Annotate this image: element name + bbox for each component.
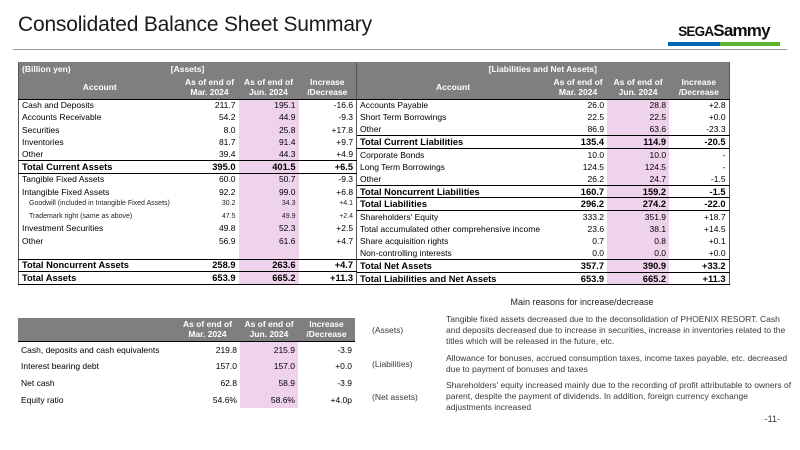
logo-blue-bar bbox=[668, 42, 720, 46]
reasons-title: Main reasons for increase/decrease bbox=[510, 297, 654, 307]
mar-value: 10.0 bbox=[587, 149, 605, 160]
mar-value: 0.0 bbox=[592, 248, 605, 259]
account-cell: Accounts Payable bbox=[360, 100, 429, 111]
change-value: +2.5 bbox=[336, 223, 354, 234]
change-value: -20.5 bbox=[669, 136, 729, 149]
mar-value: 135.4 bbox=[549, 136, 607, 149]
jun-value: 124.5 bbox=[607, 161, 669, 173]
total-row bbox=[19, 259, 357, 272]
column-mar-2024 bbox=[175, 318, 240, 341]
mar-value: 60.0 bbox=[218, 174, 236, 185]
change-value: -3.9 bbox=[337, 344, 352, 355]
table-row bbox=[19, 111, 357, 123]
mar-value: 26.0 bbox=[587, 100, 605, 111]
change-value: -23.3 bbox=[706, 124, 726, 135]
change-value: +14.5 bbox=[704, 224, 726, 234]
change-value: +2.8 bbox=[708, 100, 726, 111]
mar-value: 54.6% bbox=[212, 394, 237, 405]
mar-value: 160.7 bbox=[549, 185, 607, 198]
account-cell: Total Noncurrent Liabilities bbox=[357, 185, 549, 198]
jun-value: 195.1 bbox=[239, 99, 299, 111]
change-value: +11.3 bbox=[299, 272, 357, 285]
change-value: +0.0 bbox=[335, 361, 352, 372]
total-row bbox=[357, 198, 729, 211]
table-row bbox=[19, 124, 357, 136]
change-value: +0.0 bbox=[708, 112, 726, 123]
account-cell: Short Term Borrowings bbox=[360, 112, 447, 123]
change-value: +4.1 bbox=[339, 200, 354, 208]
jun-value: 159.2 bbox=[607, 185, 669, 198]
liabilities-column-header bbox=[357, 76, 729, 99]
page-number: -11- bbox=[764, 414, 780, 424]
metric-label: Interest bearing debt bbox=[21, 361, 99, 372]
jun-value: 38.1 bbox=[607, 223, 669, 235]
reason-label: (Assets) bbox=[372, 325, 404, 336]
column-mar-line1: As of end of bbox=[182, 319, 233, 330]
change-value: -9.3 bbox=[338, 174, 354, 185]
column-jun-2024 bbox=[607, 76, 669, 99]
account-cell: Tangible Fixed Assets bbox=[22, 174, 105, 185]
column-jun-line1: As of end of bbox=[244, 319, 294, 330]
reason-net-assets bbox=[372, 380, 792, 413]
column-mar-2024 bbox=[549, 76, 607, 99]
sub-row bbox=[19, 210, 357, 222]
segasammy-logo-text bbox=[668, 21, 780, 41]
column-change bbox=[669, 76, 729, 99]
change-value: +6.8 bbox=[336, 186, 354, 197]
table-row bbox=[19, 222, 357, 234]
account-cell: Total Net Assets bbox=[357, 260, 549, 273]
column-mar-line2: Mar. 2024 bbox=[558, 87, 598, 98]
column-jun-line1: As of end of bbox=[613, 77, 663, 88]
table-row bbox=[357, 247, 729, 259]
reasons-section bbox=[372, 297, 792, 419]
change-value: +4.7 bbox=[299, 259, 357, 272]
total-row bbox=[357, 260, 729, 273]
table-row bbox=[19, 136, 357, 148]
jun-value: 0.8 bbox=[607, 235, 669, 247]
jun-value: 10.0 bbox=[607, 148, 669, 160]
assets-table bbox=[18, 62, 357, 285]
mar-value: 56.9 bbox=[218, 235, 236, 246]
column-change-line1: Increase bbox=[681, 77, 717, 88]
mar-value: 22.5 bbox=[587, 112, 605, 123]
mar-value: 86.9 bbox=[587, 124, 605, 135]
mar-value: 26.2 bbox=[587, 173, 605, 184]
jun-value: 215.9 bbox=[240, 341, 298, 358]
change-value: -9.3 bbox=[338, 112, 354, 123]
account-cell: Inventories bbox=[22, 137, 64, 148]
mar-value: 258.9 bbox=[181, 259, 239, 272]
column-change-line2: /Decrease bbox=[306, 329, 347, 340]
table-row bbox=[357, 161, 729, 173]
jun-value: 58.6% bbox=[240, 391, 298, 408]
change-value: -3.9 bbox=[337, 377, 352, 388]
column-mar-2024 bbox=[181, 76, 239, 99]
column-change-line1: Increase bbox=[309, 319, 344, 330]
change-value bbox=[299, 247, 357, 259]
jun-value: 50.7 bbox=[239, 173, 299, 185]
total-row bbox=[19, 160, 357, 173]
jun-value: 63.6 bbox=[607, 124, 669, 136]
mar-value: 124.5 bbox=[582, 161, 605, 172]
empty-row bbox=[19, 247, 357, 259]
column-jun-line2: Jun. 2024 bbox=[249, 87, 288, 98]
assets-section-band bbox=[19, 62, 357, 76]
liabilities-table bbox=[357, 62, 730, 285]
table-row bbox=[357, 173, 729, 185]
key-metrics-table bbox=[18, 318, 355, 408]
logo-underline-bars bbox=[668, 42, 780, 46]
account-cell: Total Current Liabilities bbox=[357, 136, 549, 149]
column-mar-line2: Mar. 2024 bbox=[188, 329, 227, 340]
logo-green-bar bbox=[720, 42, 780, 46]
table-row bbox=[19, 99, 357, 111]
table-row bbox=[19, 173, 357, 185]
account-cell: Total Noncurrent Assets bbox=[19, 259, 181, 272]
jun-value: 24.7 bbox=[607, 173, 669, 185]
table-row bbox=[357, 148, 729, 160]
mar-value: 653.9 bbox=[181, 272, 239, 285]
account-cell: Investment Securities bbox=[22, 223, 104, 234]
mar-value bbox=[181, 247, 239, 259]
column-change bbox=[298, 318, 355, 341]
mar-value: 333.2 bbox=[582, 211, 605, 222]
change-value: +0.1 bbox=[708, 236, 726, 247]
jun-value: 99.0 bbox=[239, 185, 299, 197]
jun-value: 34.3 bbox=[239, 198, 299, 210]
column-account: Account bbox=[19, 76, 181, 99]
jun-value: 351.9 bbox=[607, 211, 669, 223]
account-cell bbox=[19, 247, 181, 259]
change-value: +18.7 bbox=[704, 211, 726, 222]
reason-label: (Liabilities) bbox=[372, 358, 413, 369]
account-cell: Corporate Bonds bbox=[360, 149, 425, 160]
change-value: - bbox=[722, 149, 726, 160]
account-cell: Total Current Assets bbox=[19, 160, 181, 173]
table-row bbox=[18, 375, 355, 392]
account-cell: Other bbox=[22, 149, 44, 160]
jun-value: 390.9 bbox=[607, 260, 669, 273]
change-value: - bbox=[722, 161, 726, 172]
total-row bbox=[357, 185, 729, 198]
title-divider bbox=[13, 49, 787, 50]
table-row bbox=[357, 111, 729, 123]
reason-label: (Net assets) bbox=[372, 391, 418, 402]
jun-value: 114.9 bbox=[607, 136, 669, 149]
assets-column-header bbox=[19, 76, 357, 99]
jun-value: 401.5 bbox=[239, 160, 299, 173]
account-cell: Trademark right (same as above) bbox=[29, 212, 133, 220]
change-value: +0.0 bbox=[708, 248, 726, 259]
mar-value: 157.0 bbox=[215, 361, 237, 372]
logo-sega-text: SEGA bbox=[678, 24, 714, 39]
column-jun-2024 bbox=[240, 318, 298, 341]
table-row bbox=[357, 223, 729, 235]
table-row bbox=[357, 124, 729, 136]
liabilities-section-band bbox=[357, 62, 729, 76]
jun-value: 0.0 bbox=[607, 247, 669, 259]
change-value: +33.2 bbox=[669, 260, 729, 273]
change-value: +4.9 bbox=[336, 149, 354, 160]
unit-label: (Billion yen) bbox=[22, 64, 71, 74]
jun-value: 25.8 bbox=[239, 124, 299, 136]
reason-liabilities bbox=[372, 353, 792, 375]
jun-value: 665.2 bbox=[607, 272, 669, 285]
account-cell: Other bbox=[22, 235, 44, 246]
column-change-line2: /Decrease bbox=[678, 87, 719, 98]
reason-text: Tangible fixed assets decreased due to the deconsolidation of PHOENIX RESORT. Cash and deposits decreased due to increase in securities, increase in inventories related to the titles which will be released in the future, etc. bbox=[446, 314, 786, 346]
mar-value: 395.0 bbox=[181, 160, 239, 173]
change-value: +4.0p bbox=[330, 394, 352, 405]
jun-value: 263.6 bbox=[239, 259, 299, 272]
reason-assets bbox=[372, 314, 792, 347]
table-row bbox=[18, 341, 355, 358]
column-blank bbox=[18, 318, 175, 341]
change-value: +11.3 bbox=[669, 272, 729, 285]
account-cell: Long Term Borrowings bbox=[360, 161, 445, 172]
change-value: +2.4 bbox=[339, 212, 354, 220]
logo-sammy-text: Sammy bbox=[713, 21, 770, 40]
column-jun-line1: As of end of bbox=[243, 77, 294, 88]
column-mar-line1: As of end of bbox=[553, 77, 603, 88]
mar-value: 47.5 bbox=[221, 212, 236, 220]
change-value: +4.7 bbox=[336, 235, 354, 246]
mar-value: 296.2 bbox=[549, 198, 607, 211]
mar-value: 219.8 bbox=[215, 344, 237, 355]
column-jun-line2: Jun. 2024 bbox=[618, 87, 658, 98]
column-change bbox=[299, 76, 357, 99]
account-cell: Other bbox=[360, 124, 382, 135]
account-cell: Other bbox=[360, 173, 382, 184]
mar-value: 49.8 bbox=[218, 223, 236, 234]
jun-value: 91.4 bbox=[239, 136, 299, 148]
page-title: Consolidated Balance Sheet Summary bbox=[18, 13, 372, 36]
account-cell: Cash and Deposits bbox=[22, 100, 94, 111]
mar-value: 23.6 bbox=[587, 224, 605, 234]
column-change-line2: /Decrease bbox=[307, 87, 348, 98]
sub-row bbox=[19, 198, 357, 210]
segasammy-logo bbox=[668, 21, 780, 46]
assets-section-label: [Assets] bbox=[170, 64, 205, 74]
metrics-column-header bbox=[18, 318, 355, 341]
account-cell: Total accumulated other comprehensive income bbox=[360, 224, 541, 234]
jun-value: 157.0 bbox=[240, 358, 298, 375]
change-value: -1.5 bbox=[710, 173, 726, 184]
account-cell: Total Assets bbox=[19, 272, 181, 285]
column-account: Account bbox=[357, 76, 549, 99]
column-jun-2024 bbox=[239, 76, 299, 99]
change-value: +9.7 bbox=[336, 137, 354, 148]
mar-value: 357.7 bbox=[549, 260, 607, 273]
balance-sheet-tables bbox=[18, 62, 730, 285]
account-cell: Accounts Receivable bbox=[22, 112, 102, 123]
mar-value: 54.2 bbox=[218, 112, 236, 123]
reason-text: Allowance for bonuses, accrued consumption taxes, income taxes payable, etc. decreased due to payment of bonuses and taxes bbox=[446, 352, 788, 374]
jun-value: 44.3 bbox=[239, 148, 299, 160]
table-row bbox=[19, 185, 357, 197]
jun-value: 274.2 bbox=[607, 198, 669, 211]
metric-label: Net cash bbox=[21, 377, 55, 388]
jun-value: 52.3 bbox=[239, 222, 299, 234]
column-mar-line1: As of end of bbox=[184, 77, 235, 88]
change-value: -16.6 bbox=[333, 100, 354, 111]
change-value: -1.5 bbox=[669, 185, 729, 198]
table-row bbox=[19, 148, 357, 160]
change-value: +17.8 bbox=[331, 124, 354, 135]
mar-value: 211.7 bbox=[214, 100, 236, 111]
table-row bbox=[357, 99, 729, 111]
total-row bbox=[19, 272, 357, 285]
jun-value: 61.6 bbox=[239, 235, 299, 247]
account-cell: Total Liabilities and Net Assets bbox=[357, 272, 549, 285]
account-cell: Goodwill (included in Intangible Fixed Assets) bbox=[29, 200, 170, 208]
table-row bbox=[19, 235, 357, 247]
account-cell: Total Liabilities bbox=[357, 198, 549, 211]
account-cell: Securities bbox=[22, 124, 60, 135]
change-value: +6.5 bbox=[299, 160, 357, 173]
column-jun-line2: Jun. 2024 bbox=[249, 329, 289, 340]
account-cell: Non-controlling interests bbox=[360, 248, 452, 259]
column-change-line1: Increase bbox=[310, 77, 345, 88]
jun-value: 22.5 bbox=[607, 111, 669, 123]
total-row bbox=[357, 272, 729, 285]
table-row bbox=[357, 235, 729, 247]
change-value: -22.0 bbox=[669, 198, 729, 211]
jun-value bbox=[239, 247, 299, 259]
liabilities-section-label: [Liabilities and Net Assets] bbox=[488, 64, 597, 74]
mar-value: 30.2 bbox=[221, 200, 236, 208]
column-mar-line2: Mar. 2024 bbox=[190, 87, 229, 98]
reason-text: Shareholders' equity increased mainly due to the recording of profit attributable to owners of parent, despite the payment of dividends. In addition, foreign currency exchange adjustments increased bbox=[446, 380, 792, 413]
jun-value: 49.9 bbox=[239, 210, 299, 222]
jun-value: 28.8 bbox=[607, 99, 669, 111]
mar-value: 0.7 bbox=[592, 236, 605, 247]
account-cell: Intangible Fixed Assets bbox=[22, 186, 110, 197]
jun-value: 665.2 bbox=[239, 272, 299, 285]
metric-label: Equity ratio bbox=[21, 394, 64, 405]
table-row bbox=[18, 358, 355, 375]
table-row bbox=[357, 211, 729, 223]
table-row bbox=[18, 391, 355, 408]
account-cell: Shareholders' Equity bbox=[360, 211, 439, 222]
mar-value: 653.9 bbox=[549, 272, 607, 285]
mar-value: 92.2 bbox=[218, 186, 236, 197]
jun-value: 58.9 bbox=[240, 375, 298, 392]
mar-value: 8.0 bbox=[223, 124, 236, 135]
mar-value: 39.4 bbox=[218, 149, 236, 160]
mar-value: 62.8 bbox=[220, 377, 237, 388]
mar-value: 81.7 bbox=[218, 137, 236, 148]
account-cell: Share acquisition rights bbox=[360, 236, 449, 247]
metric-label: Cash, deposits and cash equivalents bbox=[21, 344, 160, 355]
total-row bbox=[357, 136, 729, 149]
jun-value: 44.9 bbox=[239, 111, 299, 123]
